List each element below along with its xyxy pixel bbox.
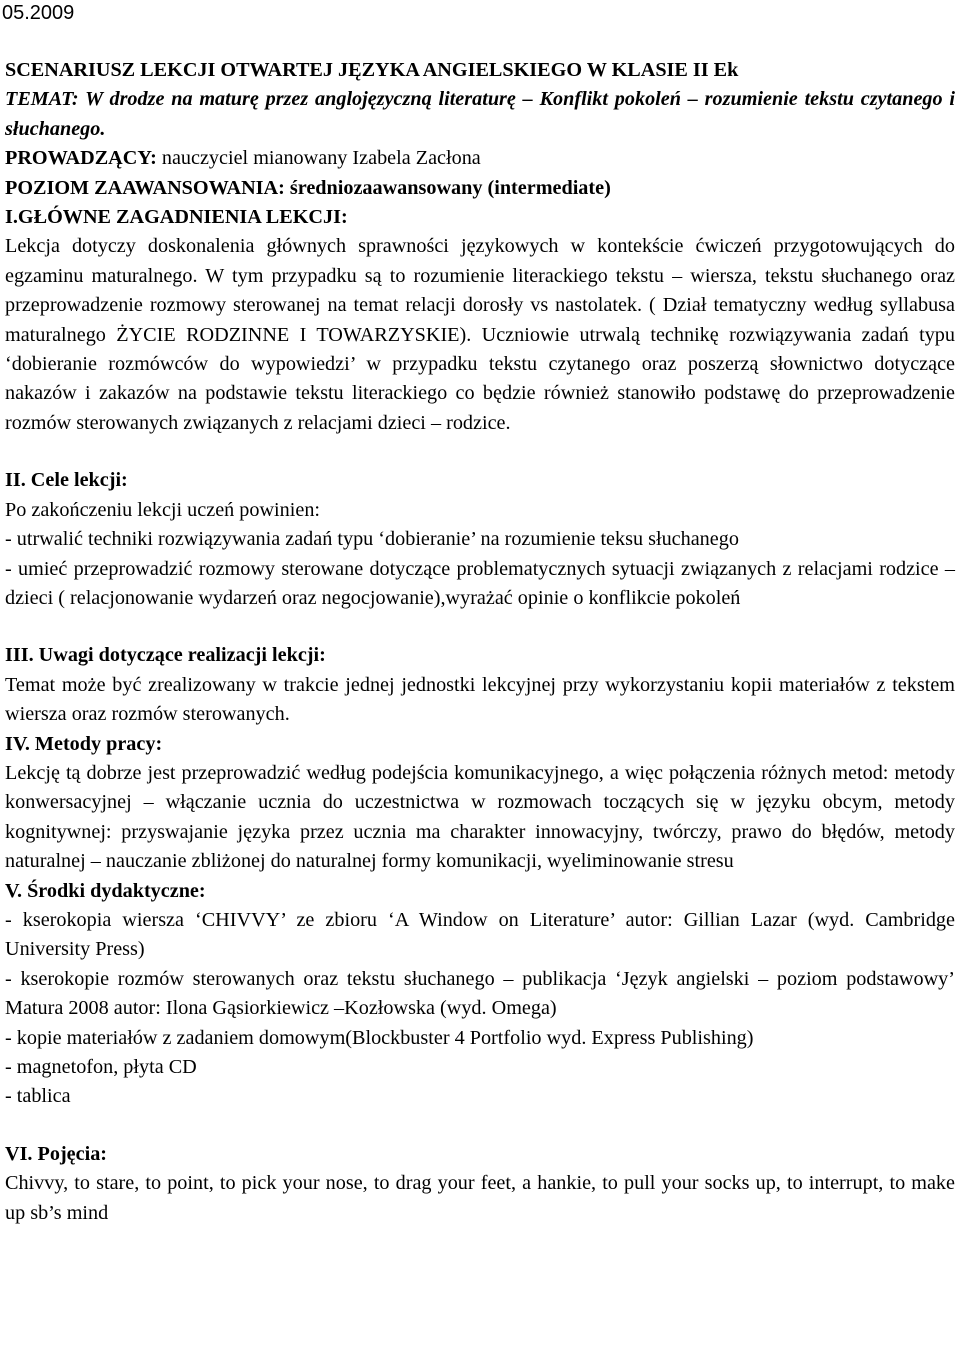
document-title: SCENARIUSZ LEKCJI OTWARTEJ JĘZYKA ANGIELSKIEGO W KLASIE II Ek xyxy=(5,59,739,81)
material-item: - kserokopia wiersza ‘CHIVVY’ ze zbioru ‘A Window on Literature’ autor: Gillian Lazar (wyd. Cambridge University Press) xyxy=(5,908,955,961)
teacher-line xyxy=(5,144,955,173)
section-heading-goals: II. Cele lekcji: xyxy=(5,469,128,492)
spacer xyxy=(5,1112,955,1140)
document-content xyxy=(5,56,955,1228)
lesson-topic: TEMAT: W drodze na maturę przez anglojęzyczną literaturę – Konflikt pokoleń – rozumienie tekstu czytanego i słuchanego. xyxy=(5,88,955,140)
material-item: - magnetofon, płyta CD xyxy=(5,1056,197,1078)
spacer xyxy=(5,613,955,641)
section-heading-concepts: VI. Pojęcia: xyxy=(5,1142,108,1165)
goal-item: - utrwalić techniki rozwiązywania zadań typu ‘dobieranie’ na rozumienie teksu słuchanego xyxy=(5,528,739,551)
goals-intro: Po zakończeniu lekcji uczeń powinien: xyxy=(5,498,321,521)
document-date: 05.2009 xyxy=(2,2,75,24)
section-text-remarks: Temat może być zrealizowany w trakcie jednej jednostki lekcyjnej przy wykorzystaniu kopii materiałów z tekstem wiersza oraz rozmów sterowanych. xyxy=(5,673,955,726)
section-heading-main-issues: I.GŁÓWNE ZAGADNIENIA LEKCJI: xyxy=(5,206,348,229)
goal-item: - umieć przeprowadzić rozmowy sterowane dotyczące problematycznych sytuacji związanych z relacjami rodzice – dzieci ( relacjonowanie wydarzeń oraz negocjowanie),wyrażać opinie o konflikcie pokoleń xyxy=(5,557,955,609)
section-text-concepts: Chivvy, to stare, to point, to pick your nose, to drag your feet, a hankie, to pull your socks up, to interrupt, to make up sb’s mind xyxy=(5,1172,955,1224)
level-value: średniozaawansowany (intermediate) xyxy=(284,176,611,199)
section-heading-remarks: III. Uwagi dotyczące realizacji lekcji: xyxy=(5,644,326,667)
teacher-value: nauczyciel mianowany Izabela Zacłona xyxy=(156,147,481,170)
level-label: POZIOM ZAAWANSOWANIA: xyxy=(5,176,285,199)
material-item: - tablica xyxy=(5,1085,71,1108)
material-item: - kopie materiałów z zadaniem domowym(Blockbuster 4 Portfolio wyd. Express Publishing) xyxy=(5,1026,754,1049)
section-heading-materials: V. Środki dydaktyczne: xyxy=(5,879,206,902)
teacher-label: PROWADZĄCY: xyxy=(5,147,157,170)
section-text-main-issues: Lekcja dotyczy doskonalenia głównych sprawności językowych w kontekście ćwiczeń przygotowujących do egzaminu maturalnego. W tym przypadku są to rozumienie literackiego tekstu – wiersza, tekstu słuchanego oraz przeprowadzenie rozmowy sterowanej na temat relacji dorosły vs nastolatek. ( Dział tematyczny według syllabusa maturalnego ŻYCIE RODZINNE I TOWARZYSKIE). Uczniowie utrwalą technikę rozwiązywania zadań typu ‘dobieranie rozmówców do wypowiedzi’ w przypadku tekstu czytanego oraz poszerzą słownictwo dotyczące nakazów i zakazów na podstawie tekstu literackiego co będzie również stanowiło podstawę do przeprowadzenie rozmów sterowanych związanych z relacjami dzieci – rodzice. xyxy=(5,235,955,434)
section-heading-methods: IV. Metody pracy: xyxy=(5,732,163,755)
section-text-methods: Lekcję tą dobrze jest przeprowadzić według podejścia komunikacyjnego, a więc połączenia różnych metod: metody konwersacyjnej – włączanie ucznia do uczestnictwa w rozmowach toczących się w języku obcym, metody kognitywnej: przyswajanie języka przez ucznia ma charakter innowacyjny, twórczy, prawo do błędów, metody naturalnej – nauczanie zbliżonej do naturalnej formy komunikacji, wyeliminowanie stresu xyxy=(5,761,955,873)
spacer xyxy=(5,438,955,466)
material-item: - kserokopie rozmów sterowanych oraz tekstu słuchanego – publikacja ‘Język angielski – poziom podstawowy’ Matura 2008 autor: Ilona Gąsiorkiewicz –Kozłowska (wyd. Omega) xyxy=(5,967,955,1020)
level-line xyxy=(5,174,955,203)
